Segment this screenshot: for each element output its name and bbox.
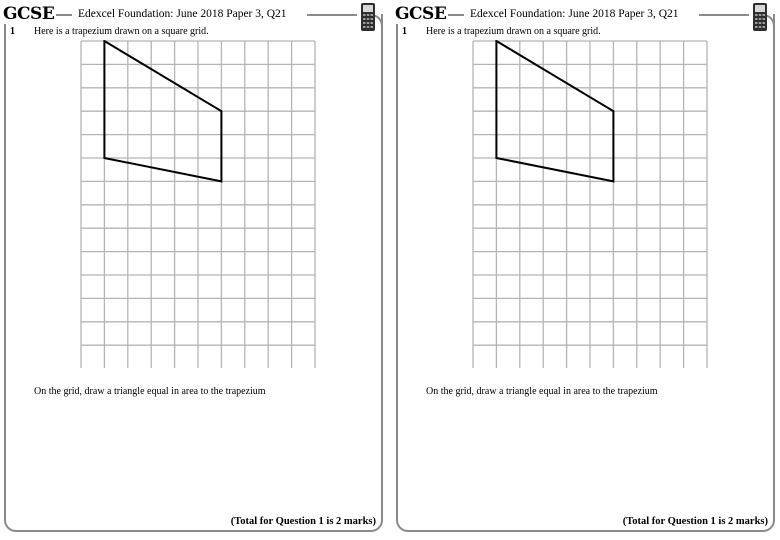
- question-number: 1: [10, 26, 15, 37]
- square-grid[interactable]: [80, 40, 316, 368]
- header-rule: [54, 14, 72, 16]
- square-grid[interactable]: [472, 40, 708, 368]
- calculator-icon: [360, 2, 376, 32]
- total-marks: (Total for Question 1 is 2 marks): [622, 516, 768, 527]
- header-rule: [446, 14, 464, 16]
- gcse-logo: GCSE: [395, 4, 447, 24]
- header-title: Edexcel Foundation: June 2018 Paper 3, Q21: [470, 8, 679, 20]
- question-text: Here is a trapezium drawn on a square grid.: [34, 26, 209, 37]
- worksheet-right: [392, 0, 780, 540]
- header-rule: [699, 14, 749, 16]
- instruction-text: On the grid, draw a triangle equal in area to the trapezium: [34, 386, 266, 397]
- question-text: Here is a trapezium drawn on a square grid.: [426, 26, 601, 37]
- total-marks: (Total for Question 1 is 2 marks): [230, 516, 376, 527]
- question-number: 1: [402, 26, 407, 37]
- instruction-text: On the grid, draw a triangle equal in area to the trapezium: [426, 386, 658, 397]
- calculator-icon: [752, 2, 768, 32]
- gcse-logo: GCSE: [3, 4, 55, 24]
- header-title: Edexcel Foundation: June 2018 Paper 3, Q21: [78, 8, 287, 20]
- header-rule: [307, 14, 357, 16]
